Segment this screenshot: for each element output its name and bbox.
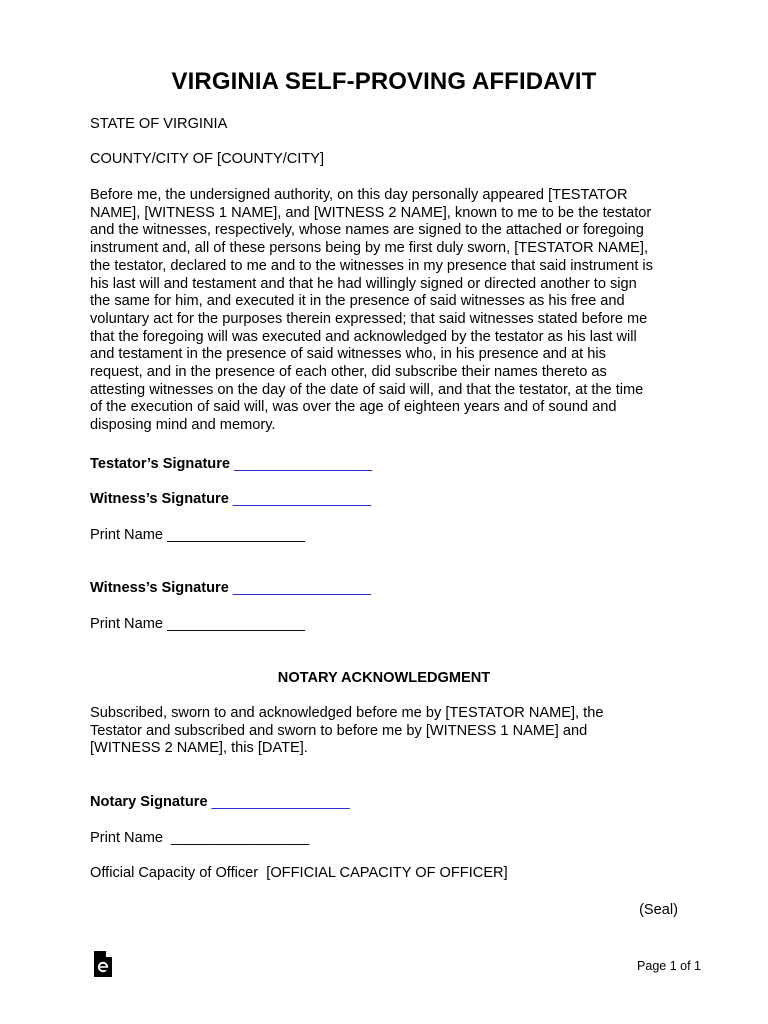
witness1-print-label: Print Name (90, 527, 163, 543)
notary-signature-field[interactable]: _________________ (211, 794, 350, 810)
body-line: and the witnesses, respectively, whose names are signed to the attached or foregoing (90, 222, 644, 239)
testator-signature-row (90, 456, 372, 474)
witness2-print-label: Print Name (90, 616, 163, 632)
page-number: Page 1 of 1 (637, 959, 701, 973)
notary-line: Testator and subscribed and sworn to before me by [WITNESS 1 NAME] and (90, 722, 588, 739)
body-line: his last will and testament and that he had willingly signed or directed another to sign (90, 275, 637, 292)
state-line: STATE OF VIRGINIA (90, 116, 228, 132)
notary-signature-label: Notary Signature (90, 794, 208, 810)
body-line: request, and in the presence of each other, did subscribe their names thereto as (90, 364, 607, 381)
body-line: NAME], [WITNESS 1 NAME], and [WITNESS 2 NAME], known to me to be the testator (90, 204, 652, 221)
notary-print-row (90, 830, 309, 848)
seal-label: (Seal) (639, 902, 678, 918)
testator-signature-field[interactable]: _________________ (234, 456, 373, 472)
notary-line: Subscribed, sworn to and acknowledged before me by [TESTATOR NAME], the (90, 705, 604, 721)
witness1-signature-label: Witness’s Signature (90, 491, 229, 507)
notary-line: [WITNESS 2 NAME], this [DATE]. (90, 740, 308, 757)
county-line: COUNTY/CITY OF [COUNTY/CITY] (90, 151, 325, 167)
witness2-signature-field[interactable]: _________________ (232, 580, 371, 596)
official-capacity-value: [OFFICIAL CAPACITY OF OFFICER] (266, 865, 508, 881)
notary-heading: NOTARY ACKNOWLEDGMENT (277, 670, 491, 686)
witness2-print-field[interactable]: _________________ (167, 616, 306, 632)
document-title: VIRGINIA SELF-PROVING AFFIDAVIT (171, 68, 597, 95)
notary-print-label: Print Name (90, 830, 163, 846)
witness2-print-row (90, 616, 305, 634)
witness1-signature-field[interactable]: _________________ (232, 491, 371, 507)
notary-signature-row (90, 794, 350, 812)
affidavit-body (90, 187, 682, 435)
body-line: disposing mind and memory. (90, 417, 276, 434)
official-capacity-label: Official Capacity of Officer (90, 865, 259, 881)
body-line: attesting witnesses on the day of the date of said will, and that the testator, at the time (90, 381, 644, 398)
witness1-print-row (90, 527, 305, 545)
eforms-logo-icon (93, 950, 113, 978)
witness1-signature-row (90, 491, 371, 509)
body-line: voluntary act for the purposes therein expressed; that said witnesses stated before me (90, 310, 648, 327)
body-line: that the foregoing will was executed and acknowledged by the testator as his last will (90, 328, 637, 345)
witness2-signature-row (90, 580, 371, 598)
witness1-print-field[interactable]: _________________ (167, 527, 306, 543)
notary-body (90, 705, 682, 758)
body-line: instrument and, all of these persons being by me first duly sworn, [TESTATOR NAME], (90, 240, 649, 257)
body-line: Before me, the undersigned authority, on this day personally appeared [TESTATOR (90, 187, 628, 203)
body-line: and testament in the presence of said witnesses who, in his presence and at his (90, 346, 606, 363)
notary-print-field[interactable]: _________________ (171, 830, 310, 846)
body-line: the testator, declared to me and to the witnesses in my presence that said instrument is (90, 257, 653, 274)
testator-signature-label: Testator’s Signature (90, 456, 231, 472)
witness2-signature-label: Witness’s Signature (90, 580, 229, 596)
body-line: the same for him, and executed it in the presence of said witnesses as his free and (90, 293, 625, 310)
official-capacity-row (90, 865, 508, 883)
body-line: of the execution of said will, was over the age of eighteen years and of sound and (90, 399, 617, 416)
